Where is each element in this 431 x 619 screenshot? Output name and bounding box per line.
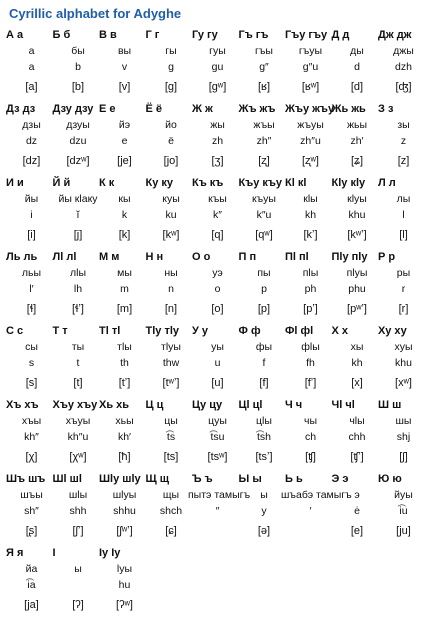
letter-ipa: [ʐ]: [258, 155, 270, 167]
letter-name: йа: [25, 563, 38, 575]
letter-letter: Шъ шъ: [6, 473, 46, 485]
letter-ipa: [ʔ]: [72, 599, 84, 611]
letter-translit: kh″: [24, 431, 39, 443]
letter-name: кlуы: [347, 193, 367, 205]
letter-letter: В в: [99, 29, 117, 41]
letter-name: чlы: [349, 415, 365, 427]
letter-name: чы: [303, 415, 318, 427]
letter-translit: phu: [348, 283, 366, 295]
letter-translit: v: [121, 61, 128, 73]
letter-cell: [374, 397, 431, 465]
alphabet-row: [8, 27, 424, 101]
letter-letter: Лl лl: [52, 251, 77, 263]
letter-name: жы: [210, 119, 225, 131]
letter-letter: Ы ы: [238, 473, 262, 485]
letter-letter: Кl кl: [285, 177, 307, 189]
letter-translit: ku: [165, 209, 177, 221]
letter-translit: shh: [69, 505, 87, 517]
letter-name: къуы: [252, 193, 276, 205]
letter-ipa: [kʷ]: [162, 229, 180, 241]
letter-name: ны: [164, 267, 178, 279]
letter-name: мы: [117, 267, 132, 279]
letter-translit: chh: [348, 431, 366, 443]
letter-translit: g″: [259, 61, 269, 73]
letter-name: жьы: [346, 119, 368, 131]
letter-cell: [374, 323, 431, 391]
letter-translit: t͡s: [166, 431, 176, 443]
letter-name: фы: [255, 341, 273, 353]
letter-name: гуы: [209, 45, 226, 57]
letter-ipa: [ɬʼ]: [72, 303, 84, 315]
letter-translit: thw: [162, 357, 180, 369]
letter-ipa: [p]: [257, 303, 271, 315]
letter-ipa: [g]: [164, 81, 178, 93]
letter-translit: l: [402, 209, 405, 221]
letter-translit: l′: [29, 283, 34, 295]
letter-letter: Ш ш: [378, 399, 402, 411]
letter-ipa: [s]: [25, 377, 38, 389]
letter-translit: dzh: [395, 61, 412, 73]
letter-letter: Ку ку: [145, 177, 174, 189]
letter-name: цуы: [208, 415, 227, 427]
letter-letter: Гу гу: [192, 29, 218, 41]
letter-name: пытэ тамыгъ: [188, 489, 251, 501]
letter-letter: Дзу дзу: [52, 103, 94, 115]
letter-translit: s: [28, 357, 35, 369]
letter-translit: k″u: [256, 209, 272, 221]
letter-cell: [374, 175, 431, 243]
letter-translit: dz: [25, 135, 38, 147]
letter-ipa: [f]: [259, 377, 269, 389]
alphabet-grid: [8, 27, 424, 619]
letter-translit: fh: [306, 357, 315, 369]
letter-letter: О о: [192, 251, 211, 263]
letter-translit: n: [168, 283, 174, 295]
letter-translit: z: [400, 135, 407, 147]
letter-translit: f: [262, 357, 266, 369]
letter-name: гъы: [255, 45, 273, 57]
letter-cell: [374, 249, 431, 317]
letter-name: уы: [211, 341, 224, 353]
letter-letter: Цу цу: [192, 399, 223, 411]
letter-ipa: [kʷʼ]: [347, 229, 367, 241]
letter-letter: Хь хь: [99, 399, 130, 411]
letter-name: бы: [71, 45, 85, 57]
letter-translit: g″u: [302, 61, 319, 73]
letter-translit: u: [214, 357, 221, 369]
letter-name: лы: [396, 193, 411, 205]
letter-ipa: [q]: [211, 229, 224, 241]
letter-letter: Гъу гъу: [285, 29, 328, 41]
letter-letter: Дж дж: [378, 29, 412, 41]
letter-name: йы кlаку: [58, 193, 98, 205]
letter-ipa: [ħ]: [118, 451, 131, 463]
letter-ipa: [ju]: [396, 525, 411, 537]
letter-ipa: [ɕ]: [165, 525, 177, 537]
letter-letter: Е е: [99, 103, 116, 115]
letter-translit: gu: [211, 61, 224, 73]
letter-ipa: [r]: [398, 303, 409, 315]
letter-ipa: [xʷ]: [395, 377, 412, 389]
letter-translit: kh: [304, 209, 317, 221]
letter-letter: Жъу жъу: [285, 103, 335, 115]
letter-ipa: [ʃ]: [399, 451, 408, 463]
letter-ipa: [ʐʷ]: [302, 155, 319, 167]
letter-letter: Э э: [331, 473, 349, 485]
letter-cell: [374, 27, 431, 95]
letter-ipa: [χ]: [25, 451, 38, 463]
letter-name: гъуы: [298, 45, 323, 57]
letter-translit: ë: [168, 135, 174, 147]
letter-translit: ĭ: [76, 209, 80, 221]
letter-name: фlы: [301, 341, 320, 353]
letter-letter: Ч ч: [285, 399, 303, 411]
alphabet-row: [8, 249, 424, 323]
letter-translit: zh″u: [300, 135, 321, 147]
letter-translit: t͡su: [210, 431, 225, 443]
letter-letter: Ю ю: [378, 473, 402, 485]
letter-ipa: [pʷʼ]: [347, 303, 367, 315]
letter-letter: Т т: [52, 325, 68, 337]
letter-letter: Къ къ: [192, 177, 224, 189]
alphabet-row: [8, 397, 424, 471]
letter-letter: А а: [6, 29, 24, 41]
letter-letter: Кlу кlу: [331, 177, 366, 189]
letter-ipa: [dz]: [22, 155, 41, 167]
letter-letter: У у: [192, 325, 209, 337]
alphabet-row: [8, 323, 424, 397]
letter-translit: o: [214, 283, 221, 295]
letter-name: хы: [350, 341, 364, 353]
letter-ipa: [fʼ]: [304, 377, 317, 389]
letter-ipa: [n]: [164, 303, 178, 315]
letter-ipa: [i]: [27, 229, 36, 241]
letter-ipa: [ʤ]: [395, 81, 412, 93]
letter-name: шlы: [68, 489, 88, 501]
letter-name: хьы: [115, 415, 134, 427]
letter-cell: [95, 545, 154, 613]
letter-letter: Ль ль: [6, 251, 38, 263]
letter-letter: М м: [99, 251, 120, 263]
letter-ipa: [ʧʼ]: [350, 451, 364, 463]
letter-letter: Я я: [6, 547, 24, 559]
letter-translit: g: [168, 61, 174, 73]
letter-ipa: [o]: [211, 303, 224, 315]
letter-letter: Iу Iу: [99, 547, 121, 559]
letter-letter: Б б: [52, 29, 71, 41]
letter-letter: I: [52, 547, 56, 559]
letter-ipa: [v]: [118, 81, 131, 93]
letter-letter: Г г: [145, 29, 160, 41]
letter-name: тlы: [117, 341, 132, 353]
letter-translit: khu: [395, 357, 412, 369]
letter-ipa: [gʷ]: [208, 81, 227, 93]
letter-name: шъабэ тамыгъ: [281, 489, 352, 501]
letter-name: тlуы: [161, 341, 181, 353]
letter-name: ы: [74, 563, 82, 575]
letter-ipa: [ja]: [24, 599, 39, 611]
letter-ipa: [ə]: [257, 525, 271, 537]
letter-ipa: [j]: [73, 229, 83, 241]
letter-translit: zh′: [350, 135, 364, 147]
letter-letter: Ху ху: [378, 325, 407, 337]
letter-letter: Жь жь: [331, 103, 366, 115]
letter-translit: i͡u: [399, 505, 408, 517]
letter-ipa: [k]: [118, 229, 131, 241]
letter-ipa: [a]: [25, 81, 38, 93]
letter-translit: t͡sh: [256, 431, 271, 443]
letter-letter: С с: [6, 325, 24, 337]
letter-letter: Шl шl: [52, 473, 82, 485]
letter-translit: kh: [351, 357, 363, 369]
letter-translit: y: [261, 505, 267, 517]
letter-name: куы: [162, 193, 180, 205]
letter-letter: Щ щ: [145, 473, 170, 485]
letter-letter: К к: [99, 177, 115, 189]
letter-name: шlуы: [112, 489, 137, 501]
letter-translit: r: [401, 283, 406, 295]
alphabet-row: [8, 175, 424, 249]
letter-letter: Й й: [52, 177, 71, 189]
letter-ipa: [m]: [116, 303, 133, 315]
letter-ipa: [χʷ]: [69, 451, 87, 463]
alphabet-row: [8, 545, 424, 619]
letter-translit: k: [121, 209, 128, 221]
letter-ipa: [u]: [211, 377, 224, 389]
letter-letter: Дз дз: [6, 103, 36, 115]
letter-letter: Ъ ъ: [192, 473, 213, 485]
alphabet-row: [8, 101, 424, 175]
letter-name: ды: [350, 45, 364, 57]
letter-ipa: [tsʼ]: [255, 451, 273, 463]
letter-ipa: [z]: [397, 155, 410, 167]
letter-name: хъы: [21, 415, 42, 427]
letter-name: а: [28, 45, 35, 57]
letter-ipa: [x]: [351, 377, 363, 389]
letter-name: зы: [397, 119, 410, 131]
letter-translit: khu: [348, 209, 366, 221]
letter-name: йуы: [394, 489, 413, 501]
letter-name: ты: [71, 341, 85, 353]
letter-name: кы: [118, 193, 131, 205]
letter-ipa: [ts]: [163, 451, 179, 463]
letter-name: жъуы: [297, 119, 324, 131]
letter-ipa: [tʼ]: [118, 377, 131, 389]
letter-letter: Н н: [145, 251, 164, 263]
letter-ipa: [tʷʼ]: [162, 377, 180, 389]
letter-name: лlы: [69, 267, 86, 279]
letter-letter: З з: [378, 103, 394, 115]
letter-name: льы: [21, 267, 42, 279]
letter-ipa: [ʃʷʼ]: [116, 525, 133, 537]
letter-ipa: [pʼ]: [303, 303, 318, 315]
letter-translit: ph: [304, 283, 317, 295]
letter-translit: kh″u: [67, 431, 89, 443]
letter-name: lуы: [116, 563, 133, 575]
letter-letter: Гъ гъ: [238, 29, 269, 41]
letter-ipa: [b]: [71, 81, 85, 93]
letter-translit: th: [120, 357, 129, 369]
page-title: Cyrillic alphabet for Adyghe: [9, 6, 182, 21]
letter-name: йо: [165, 119, 177, 131]
letter-name: дзуы: [66, 119, 90, 131]
letter-name: цlы: [256, 415, 272, 427]
letter-ipa: [l]: [399, 229, 408, 241]
alphabet-row: [8, 471, 424, 545]
letter-ipa: [ʑ]: [350, 155, 364, 167]
letter-ipa: [t]: [73, 377, 83, 389]
letter-name: хъуы: [65, 415, 91, 427]
letter-letter: Д д: [331, 29, 350, 41]
letter-ipa: [ʁʷ]: [301, 81, 320, 93]
letter-letter: Ь ь: [285, 473, 303, 485]
letter-translit: zh″: [256, 135, 272, 147]
letter-translit: sh″: [24, 505, 39, 517]
letter-translit: i: [30, 209, 33, 221]
letter-translit: ″: [215, 505, 220, 517]
letter-letter: Р р: [378, 251, 396, 263]
letter-ipa: [je]: [117, 155, 132, 167]
letter-letter: Тl тl: [99, 325, 121, 337]
letter-translit: d: [354, 61, 360, 73]
letter-letter: Тlу тlу: [145, 325, 180, 337]
letter-name: цы: [164, 415, 178, 427]
letter-ipa: [jo]: [163, 155, 179, 167]
letter-letter: Чl чl: [331, 399, 355, 411]
letter-name: жъы: [253, 119, 275, 131]
letter-ipa: [kʼ]: [303, 229, 318, 241]
letter-name: джы: [393, 45, 414, 57]
letter-name: ры: [396, 267, 411, 279]
letter-translit: i͡a: [27, 579, 36, 591]
letter-name: уэ: [212, 267, 223, 279]
letter-translit: zh: [211, 135, 224, 147]
letter-translit: lh: [73, 283, 83, 295]
letter-ipa: [ʒ]: [211, 155, 224, 167]
letter-ipa: [e]: [350, 525, 364, 537]
letter-name: шы: [395, 415, 412, 427]
letter-name: вы: [117, 45, 132, 57]
letter-letter: Жъ жъ: [238, 103, 276, 115]
letter-letter: Шlу шlу: [99, 473, 141, 485]
letter-letter: И и: [6, 177, 24, 189]
letter-letter: Л л: [378, 177, 396, 189]
letter-translit: p: [261, 283, 267, 295]
letter-letter: Фl фl: [285, 325, 314, 337]
letter-letter: Хъ хъ: [6, 399, 39, 411]
letter-ipa: [ʃʼ]: [72, 525, 84, 537]
letter-ipa: [ʔʷ]: [116, 599, 133, 611]
letter-ipa: [ʁ]: [257, 81, 271, 93]
letter-translit: m: [120, 283, 129, 295]
letter-name: щы: [162, 489, 180, 501]
letter-ipa: [dzʷ]: [66, 155, 90, 167]
letter-translit: shhu: [113, 505, 136, 517]
letter-translit: k″: [213, 209, 222, 221]
letter-ipa: [ʂ]: [25, 525, 38, 537]
letter-translit: shj: [396, 431, 411, 443]
letter-ipa: [tsʷ]: [207, 451, 228, 463]
letter-translit: a: [28, 61, 35, 73]
letter-translit: ′: [309, 505, 312, 517]
letter-cell: [374, 471, 431, 539]
letter-name: йы: [24, 193, 39, 205]
letter-letter: Х х: [331, 325, 349, 337]
letter-name: дзы: [22, 119, 41, 131]
letter-name: кlы: [303, 193, 318, 205]
letter-letter: Ё ё: [145, 103, 163, 115]
letter-letter: Ц ц: [145, 399, 164, 411]
letter-letter: Къу къу: [238, 177, 283, 189]
letter-letter: Ж ж: [192, 103, 213, 115]
letter-name: йэ: [118, 119, 131, 131]
letter-translit: b: [75, 61, 81, 73]
letter-ipa: [qʷ]: [255, 229, 273, 241]
letter-name: къы: [208, 193, 227, 205]
letter-letter: Пlу пlу: [331, 251, 368, 263]
letter-name: шъы: [20, 489, 43, 501]
letter-letter: Пl пl: [285, 251, 309, 263]
letter-translit: e: [121, 135, 128, 147]
letter-translit: dzu: [69, 135, 87, 147]
letter-name: сы: [25, 341, 38, 353]
letter-name: ы: [260, 489, 268, 501]
letter-letter: Цl цl: [238, 399, 263, 411]
letter-name: хуы: [394, 341, 413, 353]
letter-letter: П п: [238, 251, 257, 263]
letter-name: э: [354, 489, 360, 501]
letter-translit: shch: [159, 505, 183, 517]
letter-name: пы: [257, 267, 271, 279]
letter-letter: Хъу хъу: [52, 399, 98, 411]
letter-name: гы: [165, 45, 177, 57]
letter-ipa: [ʧ]: [305, 451, 316, 463]
letter-translit: hu: [118, 579, 131, 591]
letter-translit: kh′: [117, 431, 132, 443]
letter-name: пlы: [302, 267, 319, 279]
letter-translit: ė: [354, 505, 360, 517]
letter-translit: ch: [304, 431, 317, 443]
letter-name: пlуы: [346, 267, 368, 279]
letter-ipa: [d]: [350, 81, 364, 93]
letter-letter: Ф ф: [238, 325, 261, 337]
letter-translit: t: [76, 357, 80, 369]
letter-ipa: [ɬ]: [26, 303, 37, 315]
letter-cell: [374, 101, 431, 169]
